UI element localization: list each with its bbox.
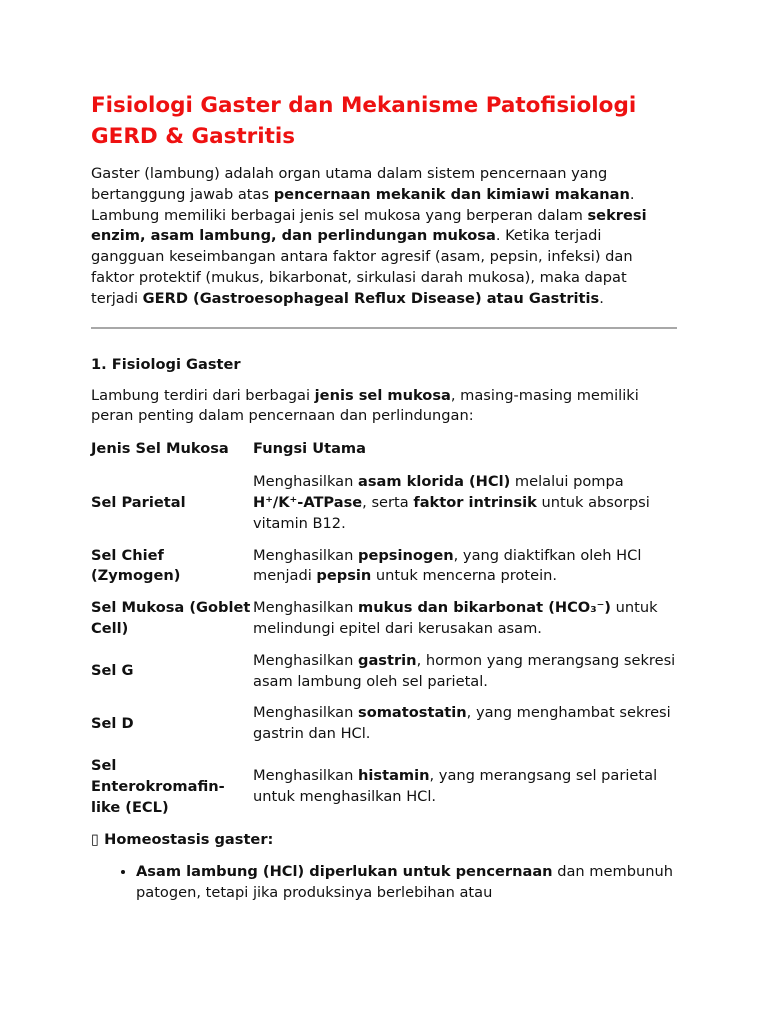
function-bold: somatostatin bbox=[358, 704, 467, 722]
function-text: untuk mencerna protein. bbox=[371, 567, 558, 585]
intro-text: . Ketika terjadi gangguan keseimbangan antara faktor agresif (asam, pepsin, infeksi) dan faktor protektif (mukus, bikarbonat, sirkulasi darah mukosa), maka dapat terjadi bbox=[91, 227, 633, 307]
intro-bold: sekresi enzim, asam lambung, dan perlindungan mukosa bbox=[91, 206, 647, 245]
intro-text: Gaster (lambung) adalah organ utama dalam sistem pencernaan yang bertanggung jawab atas bbox=[91, 165, 608, 203]
intro-bold: GERD (Gastroesophageal Reflux Disease) atau Gastritis bbox=[142, 289, 600, 307]
function-text: , yang menghambat sekresi gastrin dan HCl. bbox=[253, 704, 671, 743]
function-text: untuk melindungi epitel dari kerusakan asam. bbox=[253, 599, 658, 637]
function-text: untuk absorpsi vitamin B12. bbox=[253, 493, 650, 532]
function-bold: gastrin bbox=[358, 651, 417, 669]
lead-text: , masing-masing memiliki peran penting dalam pencernaan dan perlindungan: bbox=[91, 386, 639, 425]
list-item bbox=[136, 862, 677, 904]
intro-text: . bbox=[599, 289, 604, 307]
cell-type-name: Sel Enterokromafin-like (ECL) bbox=[91, 756, 225, 816]
function-text: Menghasilkan bbox=[253, 767, 359, 785]
homeostasis-heading bbox=[91, 830, 677, 851]
table-row bbox=[91, 756, 677, 818]
intro-text: . Lambung memiliki berbagai jenis sel mukosa yang berperan dalam bbox=[91, 185, 635, 224]
cell-type-name: Sel D bbox=[91, 714, 134, 732]
table-header-cell: Fungsi Utama bbox=[253, 440, 366, 458]
table-row bbox=[91, 472, 677, 534]
function-text: melalui pompa bbox=[510, 473, 624, 491]
function-bold: mukus dan bikarbonat (HCO₃⁻) bbox=[358, 599, 611, 617]
homeostasis-list bbox=[91, 862, 677, 904]
function-text: , yang diaktifkan oleh HCl menjadi bbox=[253, 546, 642, 585]
function-text: , hormon yang merangsang sekresi asam lambung oleh sel parietal. bbox=[253, 651, 676, 690]
table-row bbox=[91, 651, 677, 693]
section-lead-paragraph bbox=[91, 386, 677, 428]
list-item-text: dan membunuh patogen, tetapi jika produksinya berlebihan atau bbox=[136, 863, 673, 901]
function-bold: faktor intrinsik bbox=[413, 493, 537, 511]
cell-function bbox=[253, 546, 677, 588]
cell-function-table bbox=[91, 439, 677, 818]
cell-function bbox=[253, 651, 677, 693]
table-row bbox=[91, 703, 677, 745]
function-text: Menghasilkan bbox=[253, 546, 359, 564]
cell-type-name: Sel Parietal bbox=[91, 493, 186, 511]
lead-text: Lambung terdiri dari berbagai bbox=[91, 386, 315, 404]
horizontal-divider bbox=[91, 327, 677, 329]
function-text: Menghasilkan bbox=[253, 704, 359, 722]
document-title: Fisiologi Gaster dan Mekanisme Patofisiologi GERD & Gastritis bbox=[91, 93, 637, 149]
function-text: Menghasilkan bbox=[253, 651, 359, 669]
list-item-bold: Asam lambung (HCl) diperlukan untuk pencernaan bbox=[136, 863, 553, 881]
function-text: Menghasilkan bbox=[253, 599, 359, 617]
function-bold: pepsin bbox=[316, 567, 372, 585]
placeholder-glyph-icon: ▯ bbox=[91, 831, 100, 849]
function-bold: asam klorida (HCl) bbox=[358, 473, 511, 491]
section-heading: 1. Fisiologi Gaster bbox=[91, 355, 241, 373]
table-row bbox=[91, 598, 677, 640]
lead-bold: jenis sel mukosa bbox=[314, 386, 451, 404]
cell-function bbox=[253, 598, 677, 640]
cell-type-name: Sel Chief (Zymogen) bbox=[91, 546, 181, 585]
cell-type-name: Sel G bbox=[91, 662, 134, 680]
cell-function bbox=[253, 703, 677, 745]
table-header-cell: Jenis Sel Mukosa bbox=[91, 440, 229, 458]
table-row bbox=[91, 546, 677, 588]
function-text: , serta bbox=[362, 493, 414, 511]
function-text: Menghasilkan bbox=[253, 473, 359, 491]
cell-type-name: Sel Mukosa (Goblet Cell) bbox=[91, 599, 251, 637]
function-bold: histamin bbox=[358, 767, 430, 785]
table-header-row bbox=[91, 439, 677, 461]
homeostasis-label: Homeostasis gaster: bbox=[104, 831, 274, 849]
function-bold: pepsinogen bbox=[358, 546, 454, 564]
intro-paragraph bbox=[91, 164, 677, 310]
function-text: , yang merangsang sel parietal untuk menghasilkan HCl. bbox=[253, 767, 658, 806]
intro-bold: pencernaan mekanik dan kimiawi makanan bbox=[273, 185, 630, 203]
function-bold: H⁺/K⁺-ATPase bbox=[253, 493, 363, 511]
cell-function bbox=[253, 756, 677, 818]
cell-function bbox=[253, 472, 677, 534]
